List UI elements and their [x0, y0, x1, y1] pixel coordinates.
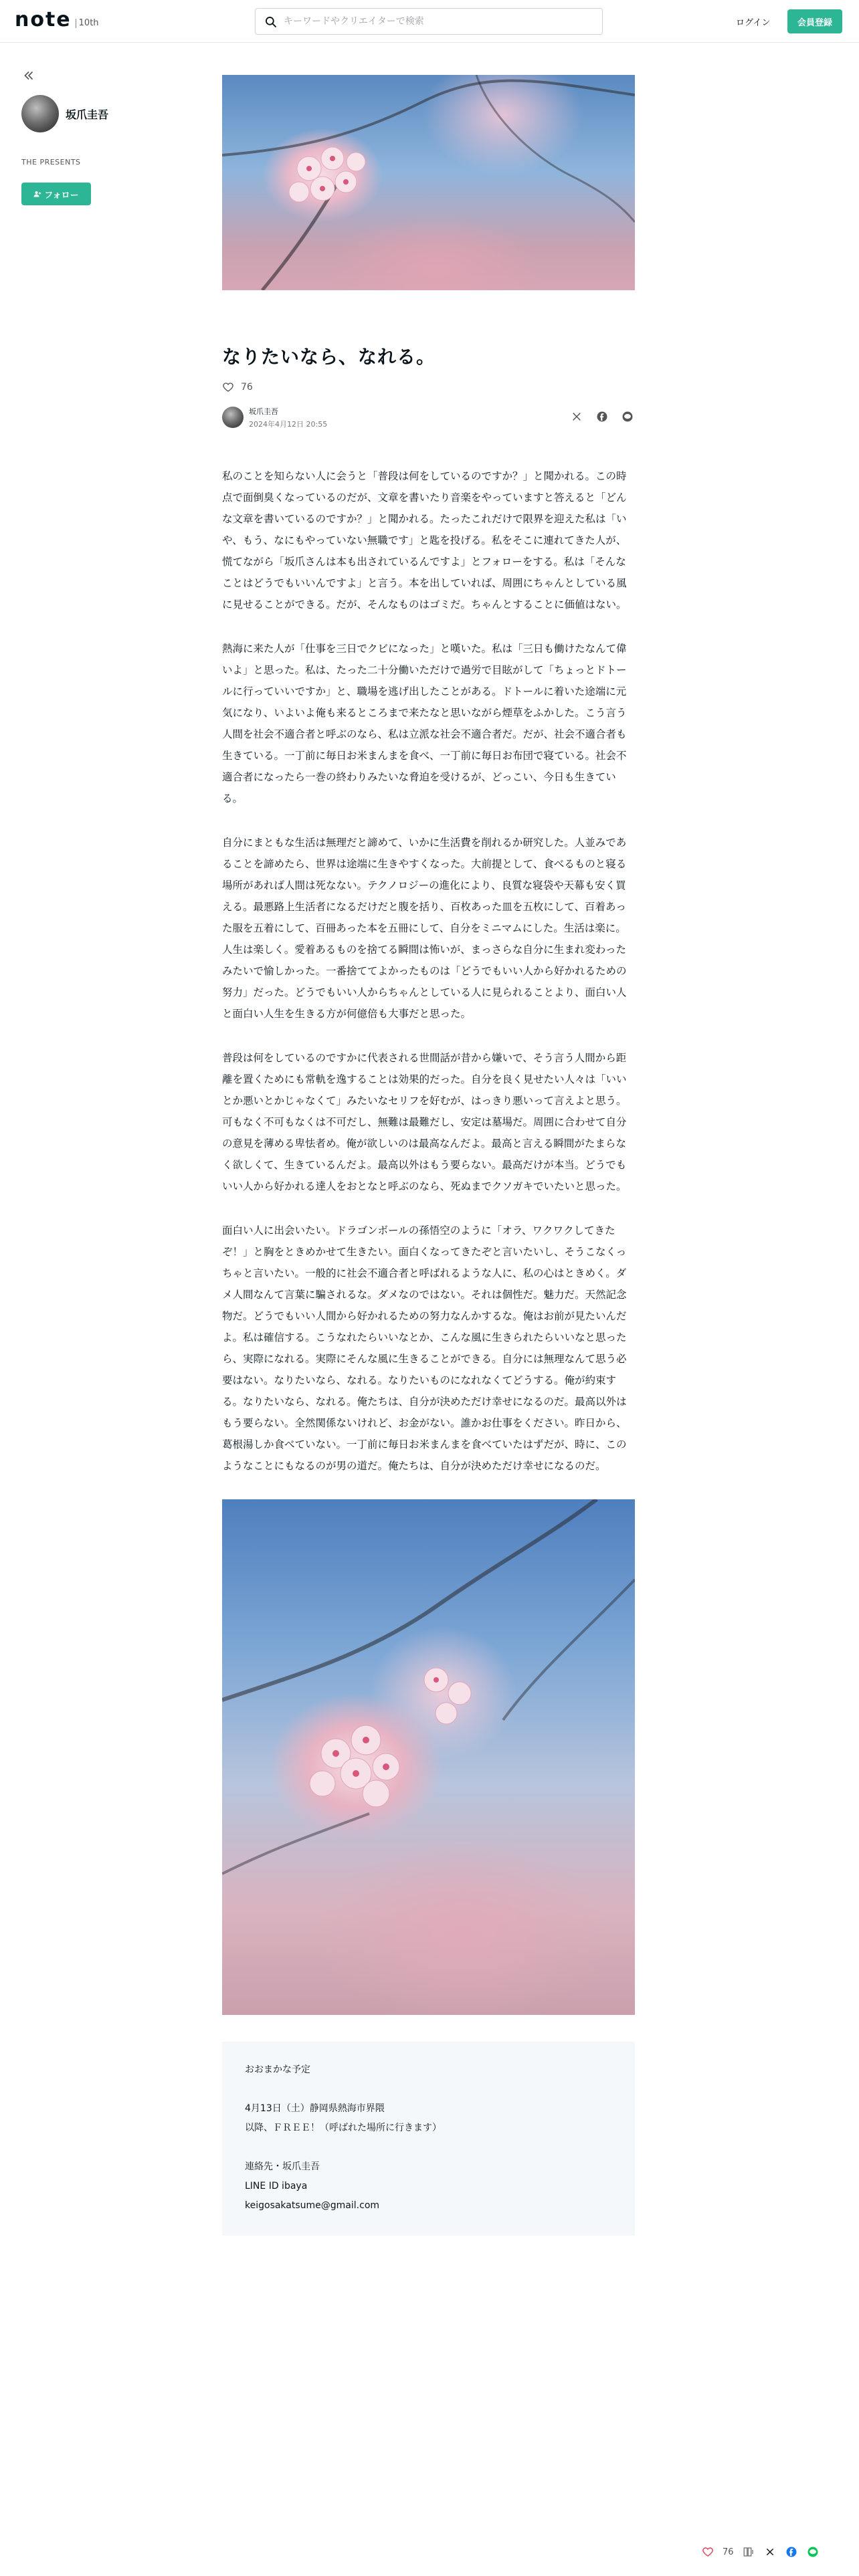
- article-image-cherry-blossoms: [222, 1499, 635, 2015]
- logo-10th-badge: 10th: [76, 19, 99, 28]
- sidebar-author[interactable]: [21, 95, 169, 132]
- follow-label: フォロー: [44, 190, 79, 201]
- search-input[interactable]: [284, 9, 602, 34]
- note-logo[interactable]: [15, 9, 99, 31]
- contact-email[interactable]: keigosakatsume@gmail.com: [245, 2200, 380, 2211]
- facebook-share-icon[interactable]: [785, 2545, 798, 2559]
- like-area[interactable]: [222, 381, 635, 393]
- schedule-line: 以降、ＦＲＥＥ！（呼ばれた場所に行きます）: [245, 2123, 442, 2133]
- login-button[interactable]: ログイン: [736, 17, 771, 28]
- schedule-box: [222, 2042, 635, 2236]
- article: [222, 75, 635, 2236]
- publish-date: 2024年4月12日 20:55: [249, 419, 328, 429]
- article-paragraph: 熱海に来た人が「仕事を三日でクビになった」と嘆いた。私は「三日も働けたなんて偉いよ」と思った。私は、たった二十分働いただけで過労で目眩がして「ちょっとドトールに行っていいですか」と、職場を逃げ出したことがある。ドトールに着いた途端に元気になり、いよいよ俺も来るところまで来たなと思いながら煙草をふかした。こう言う人間を社会不適合者と呼ぶのなら、私は立派な社会不適合者だ。だが、社会不適合者も生きている。一丁前に毎日お米まんまを食べ、一丁前に毎日お布団で寝ている。社会不適合者になったら一巻の終わりみたいな脅迫を受けるが、どっこい、今日も生きている。: [222, 643, 627, 804]
- line-share-icon[interactable]: [806, 2545, 820, 2559]
- byline: [222, 404, 635, 431]
- article-paragraph: 普段は何をしているのですかに代表される世間話が昔から嫌いで、そう言う人間から距離を置くためにも常軌を逸することは効果的だった。自分を良く見せたい人々は「いいとか悪いとかじゃなくて」みたいなセリフを好むが、はっきり悪いって言えよと思う。可もなく不可もなくは不可だし、無難は最難だし、安定は墓場だ。周囲に合わせて自分の意見を薄める卑怯者め。俺が欲しいのは最高なんだよ。最高と言える瞬間がたまらなく欲しくて、生きているんだよ。最高以外はもう要らない。最高だけが本当。どうでもいい人から好かれる達人をおとなと呼ぶのなら、死ぬまでクソガキでいたいと思った。: [222, 1052, 627, 1192]
- line-id: LINE ID ibaya: [245, 2181, 308, 2191]
- schedule-line: 4月13日（土）静岡県熱海市界隈: [245, 2103, 385, 2114]
- header-image-cherry-blossoms: [222, 75, 635, 290]
- schedule-heading: おおまかな予定: [245, 2064, 310, 2075]
- x-share-icon[interactable]: [763, 2545, 777, 2559]
- magazine-link[interactable]: THE PRESENTS: [21, 158, 81, 167]
- contact-label: 連絡先・坂爪圭吾: [245, 2161, 320, 2172]
- share-buttons: [569, 409, 635, 424]
- article-paragraph: 私のことを知らない人に会うと「普段は何をしているのですか？」と聞かれる。この時点で面倒臭くなっているのだが、文章を書いたり音楽をやっていますと答えると「どんな文章を書いているのですか？」と聞かれる。たったこれだけで限界を迎えた私は「いや、もう、なにもやっていない無職です」と匙を投げる。私をそこに連れてきた人が、慌てながら「坂爪さんは本も出されているんですよ」とフォローをする。私は「そんなことはどうでもいいんですよ」と言う。本を出していれば、周囲にちゃんとしている風に見せることができる。だが、そんなものはゴミだ。ちゃんとすることに価値はない。: [222, 470, 627, 611]
- search-box[interactable]: [255, 8, 603, 35]
- magazine-add-icon[interactable]: [742, 2545, 755, 2559]
- x-share-icon[interactable]: [569, 409, 584, 424]
- branch-lines: [222, 75, 635, 290]
- floating-like-count: 76: [723, 2547, 734, 2557]
- byline-author-name[interactable]: 坂爪圭吾: [249, 407, 278, 416]
- like-count: 76: [241, 382, 253, 393]
- signup-button[interactable]: 会員登録: [787, 9, 842, 33]
- heart-icon[interactable]: [222, 381, 234, 393]
- facebook-share-icon[interactable]: [595, 409, 609, 424]
- sidebar: [21, 68, 169, 205]
- article-body: [222, 465, 635, 1477]
- avatar[interactable]: [222, 407, 244, 428]
- article-paragraph: 面白い人に出会いたい。ドラゴンボールの孫悟空のように「オラ、ワクワクしてきたぞ！」と胸をときめかせて生きたい。面白くなってきたぞと言いたいし、そうこなくっちゃと言いたい。一般的に社会不適合者と呼ばれるような人に、私の心はときめく。ダメ人間なんて言葉に騙されるな。ダメなのではない。それは個性だ。魅力だ。天然記念物だ。どうでもいい人間から好かれるための努力なんかするな。俺はお前が見たいんだよ。私は確信する。こうなれたらいいなとか、こんな風に生きられたらいいなと思ったら、実際になれる。実際にそんな風に生きることができる。自分には無理なんて思う必要はない。なりたいなら、なれる。なりたいものになれなくてどうする。俺が約束する。なりたいなら、なれる。俺たちは、自分が決めただけ幸せになるのだ。最高以外はもう要らない。全然関係ないけれど、お金がない。誰かお仕事をください。昨日から、葛根湯しか食べていない。一丁前に毎日お米まんまを食べていたはずだが、時に、このようなことにもなるのが男の道だ。俺たちは、自分が決めただけ幸せになるのだ。: [222, 1224, 627, 1472]
- branch-lines: [222, 1499, 635, 2015]
- article-title: なりたいなら、なれる。: [222, 346, 436, 368]
- sidebar-author-name[interactable]: 坂爪圭吾: [66, 108, 109, 121]
- add-user-icon: [33, 190, 41, 198]
- follow-button[interactable]: [21, 183, 91, 205]
- line-share-icon[interactable]: [620, 409, 635, 424]
- heart-icon[interactable]: [701, 2545, 714, 2559]
- avatar[interactable]: [21, 95, 59, 132]
- search-icon: [264, 15, 278, 29]
- collapse-sidebar-icon[interactable]: [21, 68, 36, 83]
- floating-action-bar: [701, 2545, 820, 2559]
- global-header: [0, 0, 859, 43]
- logo-wordmark: note: [15, 8, 72, 31]
- article-paragraph: 自分にまともな生活は無理だと諦めて、いかに生活費を削れるか研究した。人並みであることを諦めたら、世界は途端に生きやすくなった。大前提として、食べるものと寝る場所があれば人間は死なない。テクノロジーの進化により、良質な寝袋や天幕も安く買える。最悪路上生活者になるだけだと腹を括り、百枚あった皿を五枚にして、百着あった服を五着にして、百冊あった本を五冊にして、自分をミニマムにした。生活は楽に。人生は楽しく。愛着あるものを捨てる瞬間は怖いが、まっさらな自分に生まれ変わったみたいで愉しかった。一番捨ててよかったものは「どうでもいい人から好かれるための努力」だった。どうでもいい人からちゃんとしている人に見られることより、面白い人と面白い人生を生きる方が何億倍も大事だと思った。: [222, 837, 627, 1020]
